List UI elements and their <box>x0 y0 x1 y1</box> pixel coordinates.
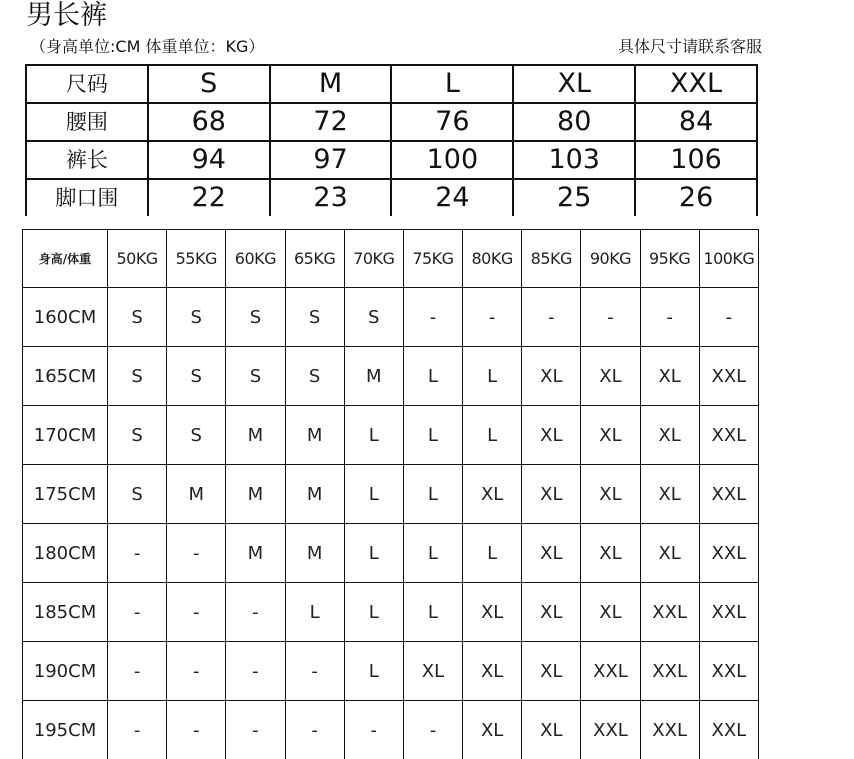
fit-size-cell: S <box>167 406 226 465</box>
fit-size-cell: XXL <box>699 583 758 642</box>
fit-row <box>23 288 759 347</box>
fit-header-row <box>23 230 759 288</box>
fit-size-cell: - <box>108 642 167 701</box>
size-header-label: 尺码 <box>26 65 148 103</box>
fit-size-cell: M <box>226 465 285 524</box>
fit-size-cell: S <box>167 347 226 406</box>
size-header-row <box>26 65 757 103</box>
fit-size-cell: M <box>285 406 344 465</box>
fit-size-cell: XXL <box>581 701 640 759</box>
fit-height-label: 185CM <box>23 583 108 642</box>
fit-size-cell: XXL <box>699 701 758 759</box>
fit-size-cell: M <box>285 465 344 524</box>
fit-row <box>23 642 759 701</box>
fit-size-cell: - <box>167 642 226 701</box>
size-cell: 84 <box>635 103 757 141</box>
size-row-length <box>26 141 757 179</box>
fit-size-cell: XXL <box>699 524 758 583</box>
fit-size-cell: L <box>344 465 403 524</box>
fit-size-cell: XXL <box>699 642 758 701</box>
size-cell: 80 <box>513 103 635 141</box>
size-row-hem <box>26 179 757 216</box>
fit-weight-header: 50KG <box>108 230 167 288</box>
fit-size-cell: - <box>285 642 344 701</box>
fit-height-label: 195CM <box>23 701 108 759</box>
fit-size-cell: L <box>344 406 403 465</box>
fit-size-cell: - <box>108 524 167 583</box>
fit-weight-header: 100KG <box>699 230 758 288</box>
fit-size-cell: XL <box>640 347 699 406</box>
fit-size-cell: XL <box>463 701 522 759</box>
fit-size-cell: XL <box>640 465 699 524</box>
size-cell: 24 <box>391 179 513 216</box>
size-header-cell: XXL <box>635 65 757 103</box>
fit-size-cell: - <box>108 701 167 759</box>
fit-size-cell: S <box>108 406 167 465</box>
fit-size-cell: - <box>640 288 699 347</box>
fit-size-cell: XXL <box>581 642 640 701</box>
fit-size-cell: L <box>403 347 462 406</box>
fit-size-cell: S <box>226 288 285 347</box>
fit-size-cell: XXL <box>699 465 758 524</box>
size-cell: 106 <box>635 141 757 179</box>
fit-size-cell: - <box>108 583 167 642</box>
fit-size-cell: S <box>344 288 403 347</box>
fit-size-cell: - <box>226 642 285 701</box>
fit-size-cell: - <box>344 701 403 759</box>
fit-size-cell: L <box>344 524 403 583</box>
fit-size-cell: M <box>344 347 403 406</box>
fit-size-cell: L <box>403 406 462 465</box>
fit-size-cell: S <box>108 465 167 524</box>
fit-size-cell: L <box>285 583 344 642</box>
fit-size-cell: XL <box>463 583 522 642</box>
fit-size-cell: - <box>167 701 226 759</box>
fit-size-cell: XXL <box>699 406 758 465</box>
fit-size-cell: L <box>403 583 462 642</box>
fit-size-cell: - <box>403 288 462 347</box>
fit-size-cell: - <box>167 524 226 583</box>
fit-size-cell: XL <box>581 347 640 406</box>
fit-size-cell: - <box>167 583 226 642</box>
fit-size-cell: S <box>285 288 344 347</box>
size-cell: 76 <box>391 103 513 141</box>
fit-size-cell: M <box>226 524 285 583</box>
fit-size-cell: - <box>463 288 522 347</box>
size-header-cell: XL <box>513 65 635 103</box>
fit-size-cell: M <box>167 465 226 524</box>
fit-size-cell: XL <box>581 465 640 524</box>
fit-size-cell: M <box>285 524 344 583</box>
fit-height-label: 180CM <box>23 524 108 583</box>
size-header-cell: L <box>391 65 513 103</box>
fit-size-cell: S <box>108 288 167 347</box>
fit-size-cell: S <box>108 347 167 406</box>
fit-size-cell: XL <box>522 583 581 642</box>
fit-weight-header: 80KG <box>463 230 522 288</box>
size-measurement-table <box>25 64 758 216</box>
fit-size-cell: - <box>226 701 285 759</box>
fit-size-cell: M <box>226 406 285 465</box>
fit-weight-header: 95KG <box>640 230 699 288</box>
size-header-cell: M <box>270 65 392 103</box>
fit-size-cell: L <box>403 465 462 524</box>
fit-row <box>23 583 759 642</box>
fit-size-cell: - <box>285 701 344 759</box>
fit-weight-header: 75KG <box>403 230 462 288</box>
size-cell: 68 <box>148 103 270 141</box>
height-weight-fit-table <box>22 229 759 759</box>
size-cell: 26 <box>635 179 757 216</box>
fit-size-cell: - <box>581 288 640 347</box>
fit-size-cell: L <box>344 583 403 642</box>
size-row-label: 腰围 <box>26 103 148 141</box>
fit-size-cell: XL <box>522 642 581 701</box>
fit-row <box>23 465 759 524</box>
fit-size-cell: XXL <box>640 642 699 701</box>
page-title: 男长裤 <box>26 0 107 33</box>
size-cell: 94 <box>148 141 270 179</box>
fit-height-label: 175CM <box>23 465 108 524</box>
fit-size-cell: XL <box>522 465 581 524</box>
size-cell: 72 <box>270 103 392 141</box>
fit-size-cell: XL <box>640 524 699 583</box>
size-cell: 97 <box>270 141 392 179</box>
fit-size-cell: XL <box>522 406 581 465</box>
fit-size-cell: XL <box>522 347 581 406</box>
fit-size-cell: L <box>463 406 522 465</box>
fit-size-cell: XXL <box>640 583 699 642</box>
fit-size-cell: XXL <box>699 347 758 406</box>
fit-size-cell: XXL <box>640 701 699 759</box>
fit-row <box>23 524 759 583</box>
size-row-waist <box>26 103 757 141</box>
fit-size-cell: XL <box>581 406 640 465</box>
size-row-label: 脚口围 <box>26 179 148 216</box>
fit-size-cell: XL <box>522 524 581 583</box>
fit-size-cell: XL <box>581 583 640 642</box>
fit-size-cell: S <box>226 347 285 406</box>
fit-size-cell: - <box>403 701 462 759</box>
size-row-label: 裤长 <box>26 141 148 179</box>
fit-size-cell: XL <box>522 701 581 759</box>
fit-height-label: 190CM <box>23 642 108 701</box>
contact-note: 具体尺寸请联系客服 <box>618 36 762 58</box>
fit-weight-header: 90KG <box>581 230 640 288</box>
size-cell: 100 <box>391 141 513 179</box>
fit-size-cell: L <box>463 347 522 406</box>
fit-row <box>23 406 759 465</box>
fit-size-cell: S <box>285 347 344 406</box>
fit-row <box>23 701 759 759</box>
fit-height-label: 165CM <box>23 347 108 406</box>
fit-size-cell: L <box>403 524 462 583</box>
fit-size-cell: - <box>699 288 758 347</box>
fit-weight-header: 55KG <box>167 230 226 288</box>
fit-weight-header: 65KG <box>285 230 344 288</box>
fit-size-cell: - <box>226 583 285 642</box>
size-header-cell: S <box>148 65 270 103</box>
fit-weight-header: 70KG <box>344 230 403 288</box>
size-cell: 25 <box>513 179 635 216</box>
fit-size-cell: XL <box>581 524 640 583</box>
fit-size-cell: XL <box>640 406 699 465</box>
fit-row <box>23 347 759 406</box>
fit-size-cell: L <box>344 642 403 701</box>
fit-size-cell: XL <box>403 642 462 701</box>
fit-size-cell: XL <box>463 465 522 524</box>
fit-weight-header: 85KG <box>522 230 581 288</box>
units-note: （身高单位:CM 体重单位：KG） <box>30 36 264 58</box>
fit-size-cell: XL <box>463 642 522 701</box>
fit-height-label: 160CM <box>23 288 108 347</box>
size-cell: 103 <box>513 141 635 179</box>
fit-weight-header: 60KG <box>226 230 285 288</box>
fit-corner-label: 身高/体重 <box>23 230 108 288</box>
fit-size-cell: S <box>167 288 226 347</box>
size-cell: 22 <box>148 179 270 216</box>
fit-size-cell: L <box>463 524 522 583</box>
fit-height-label: 170CM <box>23 406 108 465</box>
size-cell: 23 <box>270 179 392 216</box>
fit-size-cell: - <box>522 288 581 347</box>
